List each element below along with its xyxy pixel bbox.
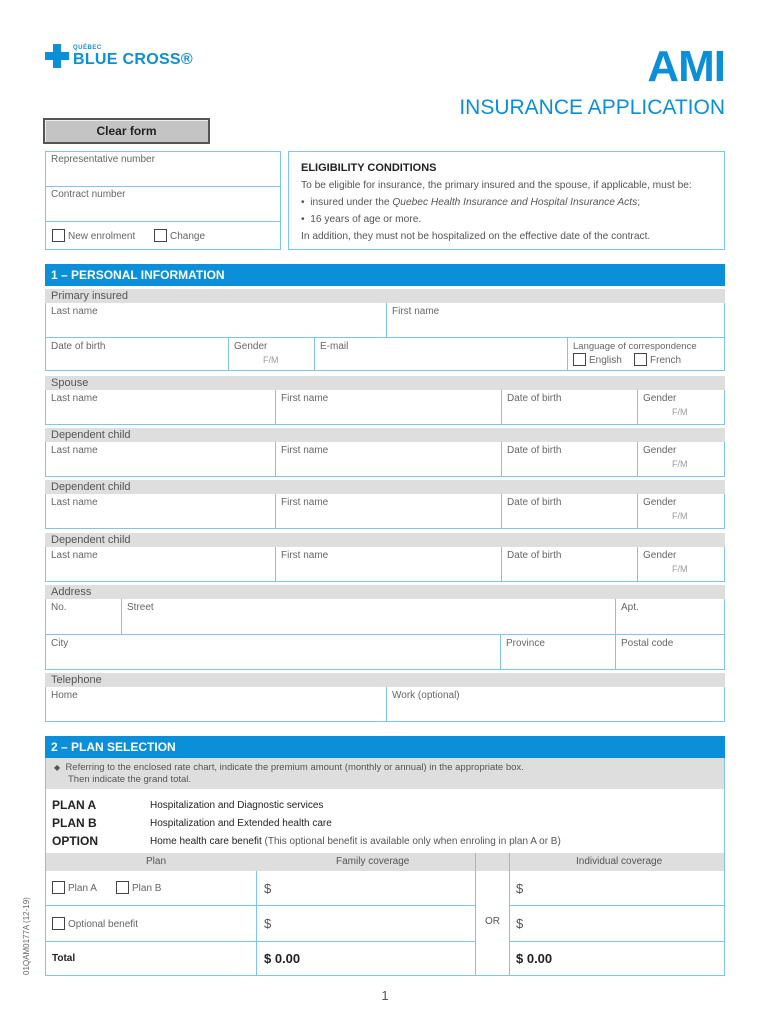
eligibility-conditions [288,151,725,250]
plan-b-name: PLAN B [52,816,97,830]
child3-dob-label: Date of birth [507,550,562,561]
logo-big-text: BLUE CROSS® [73,50,193,68]
spouse-gender-placeholder: F/M [672,407,688,417]
contract-number-field[interactable] [45,186,281,222]
french-label: French [650,355,682,366]
child1-last-name-label: Last name [51,445,98,456]
child2-gender-placeholder: F/M [672,511,688,521]
dependent-child-2-row [45,494,725,529]
telephone-work-label: Work (optional) [392,690,460,701]
address-apt-label: Apt. [621,602,639,613]
english-option[interactable] [573,353,622,366]
dependent-child-3-header: Dependent child [45,533,725,547]
child2-dob-label: Date of birth [507,497,562,508]
language-label: Language of correspondence [573,341,697,352]
dependent-child-3-row [45,547,725,582]
eligibility-heading: ELIGIBILITY CONDITIONS [301,162,437,174]
child1-gender-field[interactable] [637,442,724,476]
telephone-home-label: Home [51,690,78,701]
primary-last-name-field[interactable] [46,303,386,337]
or-label: OR [485,916,500,927]
primary-first-name-field[interactable] [386,303,724,337]
spouse-dob-field[interactable] [501,390,637,424]
cross-icon [45,44,69,68]
instruction-1: Referring to the enclosed rate chart, indicate the premium amount (monthly or annual) in the appropriate box. [65,762,524,773]
child2-first-name-field[interactable] [275,494,501,528]
child3-last-name-field[interactable] [46,547,275,581]
telephone-home-field[interactable] [46,687,386,721]
spouse-last-name-field[interactable] [46,390,275,424]
section-personal-information: 1 – PERSONAL INFORMATION [45,264,725,286]
change-checkbox[interactable] [154,229,167,242]
col-family-header: Family coverage [336,856,410,867]
primary-dob-label: Date of birth [51,341,106,352]
spouse-dob-label: Date of birth [507,393,562,404]
individual-option-amount-field[interactable]: $ [516,916,524,931]
child2-gender-field[interactable] [637,494,724,528]
change-option[interactable] [154,229,205,242]
address-postal-code-label: Postal code [621,638,674,649]
bullet-1-italic: Quebec Health Insurance and Hospital Insurance Acts [392,197,638,208]
individual-plan-amount-field[interactable]: $ [516,881,524,896]
option-desc-bold: Home health care benefit [150,836,262,847]
dependent-child-1-header: Dependent child [45,428,725,442]
option-name: OPTION [52,834,99,848]
primary-insured-details-row [45,338,725,371]
col-individual-header: Individual coverage [576,856,663,867]
bullet-1-post: ; [637,197,641,208]
child2-last-name-field[interactable] [46,494,275,528]
address-city-row [45,635,725,670]
option-desc-rest: (This optional benefit is available only when enroling in plan A or B) [261,836,561,847]
child3-gender-label: Gender [643,550,677,561]
address-city-label: City [51,638,69,649]
primary-gender-field[interactable] [228,338,314,370]
plan-a-description: Hospitalization and Diagnostic services [150,800,324,811]
representative-number-field[interactable] [45,151,281,187]
telephone-work-field[interactable] [386,687,724,721]
logo-small-text: QUÉBEC [73,44,102,51]
change-label: Change [170,231,206,242]
address-postal-code-field[interactable] [615,635,724,669]
language-field [567,338,724,370]
child3-gender-field[interactable] [637,547,724,581]
primary-dob-field[interactable] [46,338,228,370]
spouse-gender-field[interactable] [637,390,724,424]
instruction-2: Then indicate the grand total. [68,774,192,785]
child2-last-name-label: Last name [51,497,98,508]
eligibility-intro: To be eligible for insurance, the primary insured and the spouse, if applicable, must be: [301,180,692,191]
spouse-gender-label: Gender [643,393,677,404]
plan-a-label: Plan A [68,883,97,894]
eligibility-outro: In addition, they must not be hospitalized on the effective date of the contract. [301,231,651,242]
telephone-header: Telephone [45,673,725,687]
telephone-row [45,687,725,722]
new-enrolment-label: New enrolment [68,231,136,242]
plan-table-header [46,853,724,871]
enrolment-type-box [45,221,281,250]
french-option[interactable] [634,353,681,366]
address-apt-field[interactable] [615,599,724,634]
section-plan-selection: 2 – PLAN SELECTION [45,736,725,758]
dependent-child-2-header: Dependent child [45,480,725,494]
english-checkbox[interactable] [573,353,586,366]
plan-a-name: PLAN A [52,798,97,812]
spouse-row [45,390,725,425]
primary-email-label: E-mail [320,341,349,352]
child1-dob-label: Date of birth [507,445,562,456]
child2-first-name-label: First name [281,497,329,508]
address-province-field[interactable] [500,635,615,669]
spouse-last-name-label: Last name [51,393,98,404]
plan-b-checkbox[interactable] [116,881,129,894]
child3-dob-field[interactable] [501,547,637,581]
blue-cross-logo [45,44,193,68]
spouse-first-name-field[interactable] [275,390,501,424]
address-header: Address [45,585,725,599]
optional-benefit-label: Optional benefit [68,919,139,930]
child1-gender-label: Gender [643,445,677,456]
primary-last-name-label: Last name [51,306,98,317]
child2-gender-label: Gender [643,497,677,508]
plan-b-label: Plan B [132,883,162,894]
child1-last-name-field[interactable] [46,442,275,476]
child1-first-name-label: First name [281,445,329,456]
new-enrolment-checkbox[interactable] [52,229,65,242]
dependent-child-1-row [45,442,725,477]
plan-table-body [46,871,724,976]
eligibility-bullet-1: • insured under the Quebec Health Insurance and Hospital Insurance Acts; [301,197,641,208]
spouse-header: Spouse [45,376,725,390]
page-title: AMI [647,42,725,91]
primary-first-name-label: First name [392,306,440,317]
option-description [150,836,561,847]
plan-b-description: Hospitalization and Extended health care [150,818,332,829]
page-subtitle: INSURANCE APPLICATION [459,96,725,119]
child1-first-name-field[interactable] [275,442,501,476]
family-total-value: $ 0.00 [264,951,301,966]
bullet-1-pre: insured under the [310,197,393,208]
child3-first-name-field[interactable] [275,547,501,581]
contract-number-label: Contract number [51,189,126,200]
optional-benefit-option[interactable] [52,917,138,930]
french-checkbox[interactable] [634,353,647,366]
clear-form-button[interactable]: Clear form [43,118,210,144]
diamond-icon: ◆ [54,763,61,772]
primary-gender-placeholder: F/M [263,355,279,365]
child3-last-name-label: Last name [51,550,98,561]
address-street-row [45,599,725,635]
plan-a-checkbox[interactable] [52,881,65,894]
address-city-field[interactable] [46,635,500,669]
primary-gender-label: Gender [234,341,268,352]
eligibility-bullet-2: • 16 years of age or more. [301,214,422,225]
representative-number-label: Representative number [51,154,155,165]
child1-dob-field[interactable] [501,442,637,476]
plan-a-option[interactable] [52,881,97,894]
address-province-label: Province [506,638,545,649]
plan-instructions [46,758,724,789]
family-option-amount-field[interactable]: $ [264,916,272,931]
new-enrolment-option[interactable] [52,229,135,242]
primary-insured-name-row [45,303,725,338]
address-no-field[interactable] [46,599,121,634]
english-label: English [589,355,622,366]
address-street-field[interactable] [121,599,615,634]
page-number: 1 [381,988,389,1003]
plan-b-option[interactable] [116,881,161,894]
primary-insured-header: Primary insured [45,289,725,303]
family-plan-amount-field[interactable]: $ [264,881,272,896]
spouse-first-name-label: First name [281,393,329,404]
form-code: 01QAM0177A (12-19) [22,897,31,975]
bullet-2-text: 16 years of age or more. [310,214,422,225]
address-no-label: No. [51,602,67,613]
total-label: Total [52,953,76,964]
child2-dob-field[interactable] [501,494,637,528]
child3-gender-placeholder: F/M [672,564,688,574]
col-plan-header: Plan [146,856,167,867]
individual-total-value: $ 0.00 [516,951,553,966]
child1-gender-placeholder: F/M [672,459,688,469]
address-street-label: Street [127,602,154,613]
child3-first-name-label: First name [281,550,329,561]
optional-benefit-checkbox[interactable] [52,917,65,930]
primary-email-field[interactable] [314,338,567,370]
